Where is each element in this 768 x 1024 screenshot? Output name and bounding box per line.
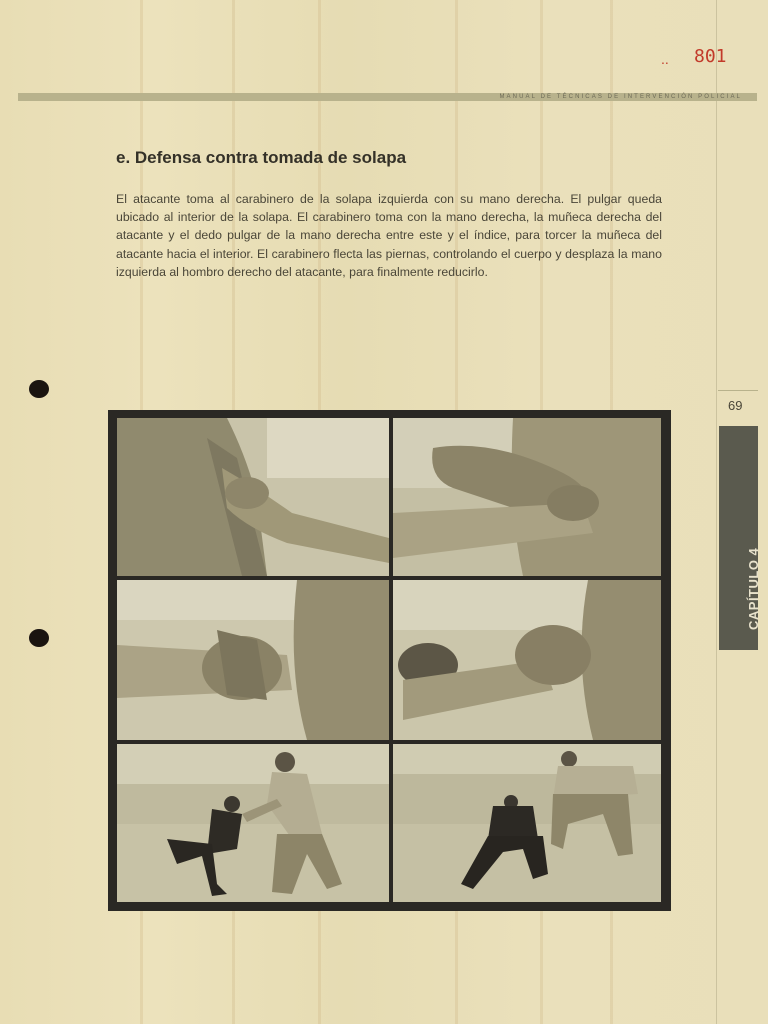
stamp-mark: .. [661,51,669,67]
photo-grid [108,410,671,911]
margin-rule [716,0,717,1024]
photo-leg-flex-control [117,744,389,902]
binder-hole-top [29,380,49,398]
photo-attacker-arm-over-chest [393,418,661,576]
binder-hole-bottom [29,629,49,647]
photo-grab-lapel [117,418,389,576]
section-heading: e. Defensa contra tomada de solapa [116,148,407,167]
photo-final-reduction [393,744,661,902]
manual-title: MANUAL DE TÉCNICAS DE INTERVENCIÓN POLICIAL [499,94,742,100]
section-body: El atacante toma al carabinero de la solapa izquierda con su mano derecha. El pulgar queda ubicado al interior de la solapa. El carabinero toma con la mano derecha, la muñeca derecha del atacante y el dedo pulgar de la mano derecha entre este y el índice, para torcer la muñeca del atacante hacia el interior. El carabinero flecta las piernas, controlando el cuerpo y desplaza la mano izquierda al hombro derecho del atacante, para finalmente reducirlo. [116,192,662,279]
page-number: 69 [728,398,743,413]
stamp-number: 801 [694,46,727,67]
chapter-label: CAPÍTULO 4 [746,547,761,630]
photo-wrist-twist [393,580,661,740]
photo-hand-grip-wrist [117,580,389,740]
